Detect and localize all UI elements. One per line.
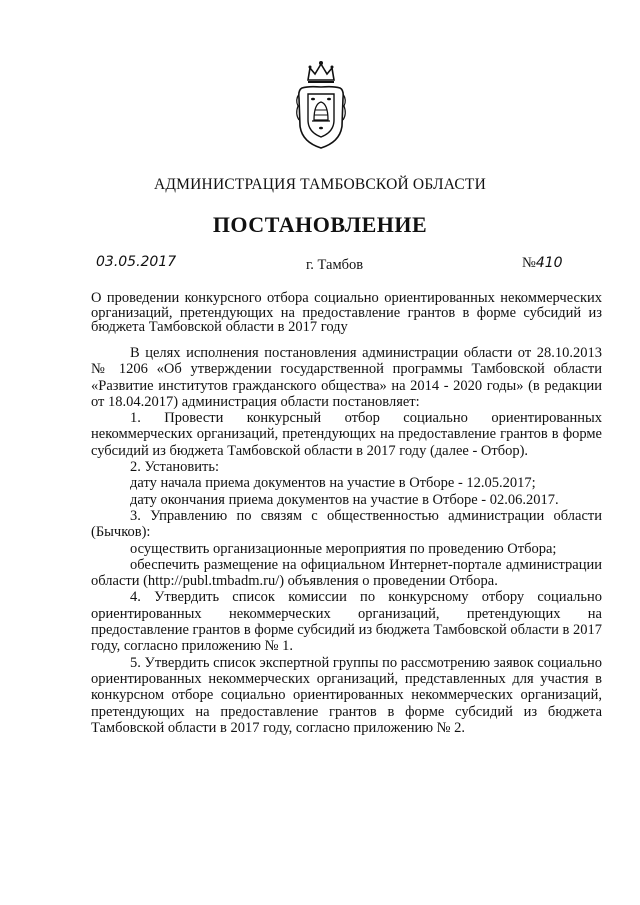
paragraph-item-1: 1. Провести конкурсный отбор социально ориентированных некоммерческих организаций, претендующих на предоставление грантов в форме субсидий из бюджета Тамбовской области в 2017 году (далее - Отбор). [91, 410, 602, 459]
number-sign: № [522, 255, 536, 271]
coat-of-arms-icon [294, 60, 348, 150]
preamble-paragraph: В целях исполнения постановления администрации области от 28.10.2013 № 1206 «Об утверждении государственной программы Тамбовской области «Развитие институтов гражданского общества» на 2014 - 2020 годы» (в редакции от 18.04.2017) администрация области постановляет: [91, 345, 602, 410]
document-number [522, 255, 563, 272]
paragraph-subitem: дату окончания приема документов на участие в Отборе - 02.06.2017. [130, 491, 559, 508]
paragraph-item-5: 5. Утвердить список экспертной группы по рассмотрению заявок социально ориентированных некоммерческих организаций, представленных для участия в конкурсном отборе социально ориентированных некоммерческих организаций, претендующих на предоставление грантов в форме субсидий из бюджета Тамбовской области в 2017 году, согласно приложению № 2. [91, 654, 602, 736]
organization-name: АДМИНИСТРАЦИЯ ТАМБОВСКОЙ ОБЛАСТИ [154, 176, 486, 193]
document-subject: О проведении конкурсного отбора социально ориентированных некоммерческих организаций, претендующих на предоставление грантов в форме субсидий из бюджета Тамбовской области в 2017 году [91, 290, 602, 336]
document-body [91, 345, 602, 736]
number-value: 410 [535, 255, 563, 271]
paragraph-item-2: 2. Установить: [130, 459, 220, 476]
paragraph-subitem: осуществить организационные мероприятия по проведению Отбора; [130, 540, 557, 557]
paragraph-item-3: 3. Управлению по связям с общественностью администрации области (Бычков): [91, 507, 602, 541]
paragraph-subitem: обеспечить размещение на официальном Интернет-портале администрации области (http://publ.tmbadm.ru/) объявления о проведении Отбора. [91, 556, 602, 590]
document-date: 03.05.2017 [96, 254, 177, 270]
paragraph-subitem: дату начала приема документов на участие в Отборе - 12.05.2017; [130, 475, 536, 492]
paragraph-item-4: 4. Утвердить список комиссии по конкурсному отбору социально ориентированных некоммерческих организаций, претендующих на предоставление грантов в форме субсидий из бюджета Тамбовской области в 2017 году, согласно приложению № 1. [91, 589, 602, 655]
document-type-title: ПОСТАНОВЛЕНИЕ [212, 212, 428, 237]
document-city: г. Тамбов [306, 257, 364, 273]
